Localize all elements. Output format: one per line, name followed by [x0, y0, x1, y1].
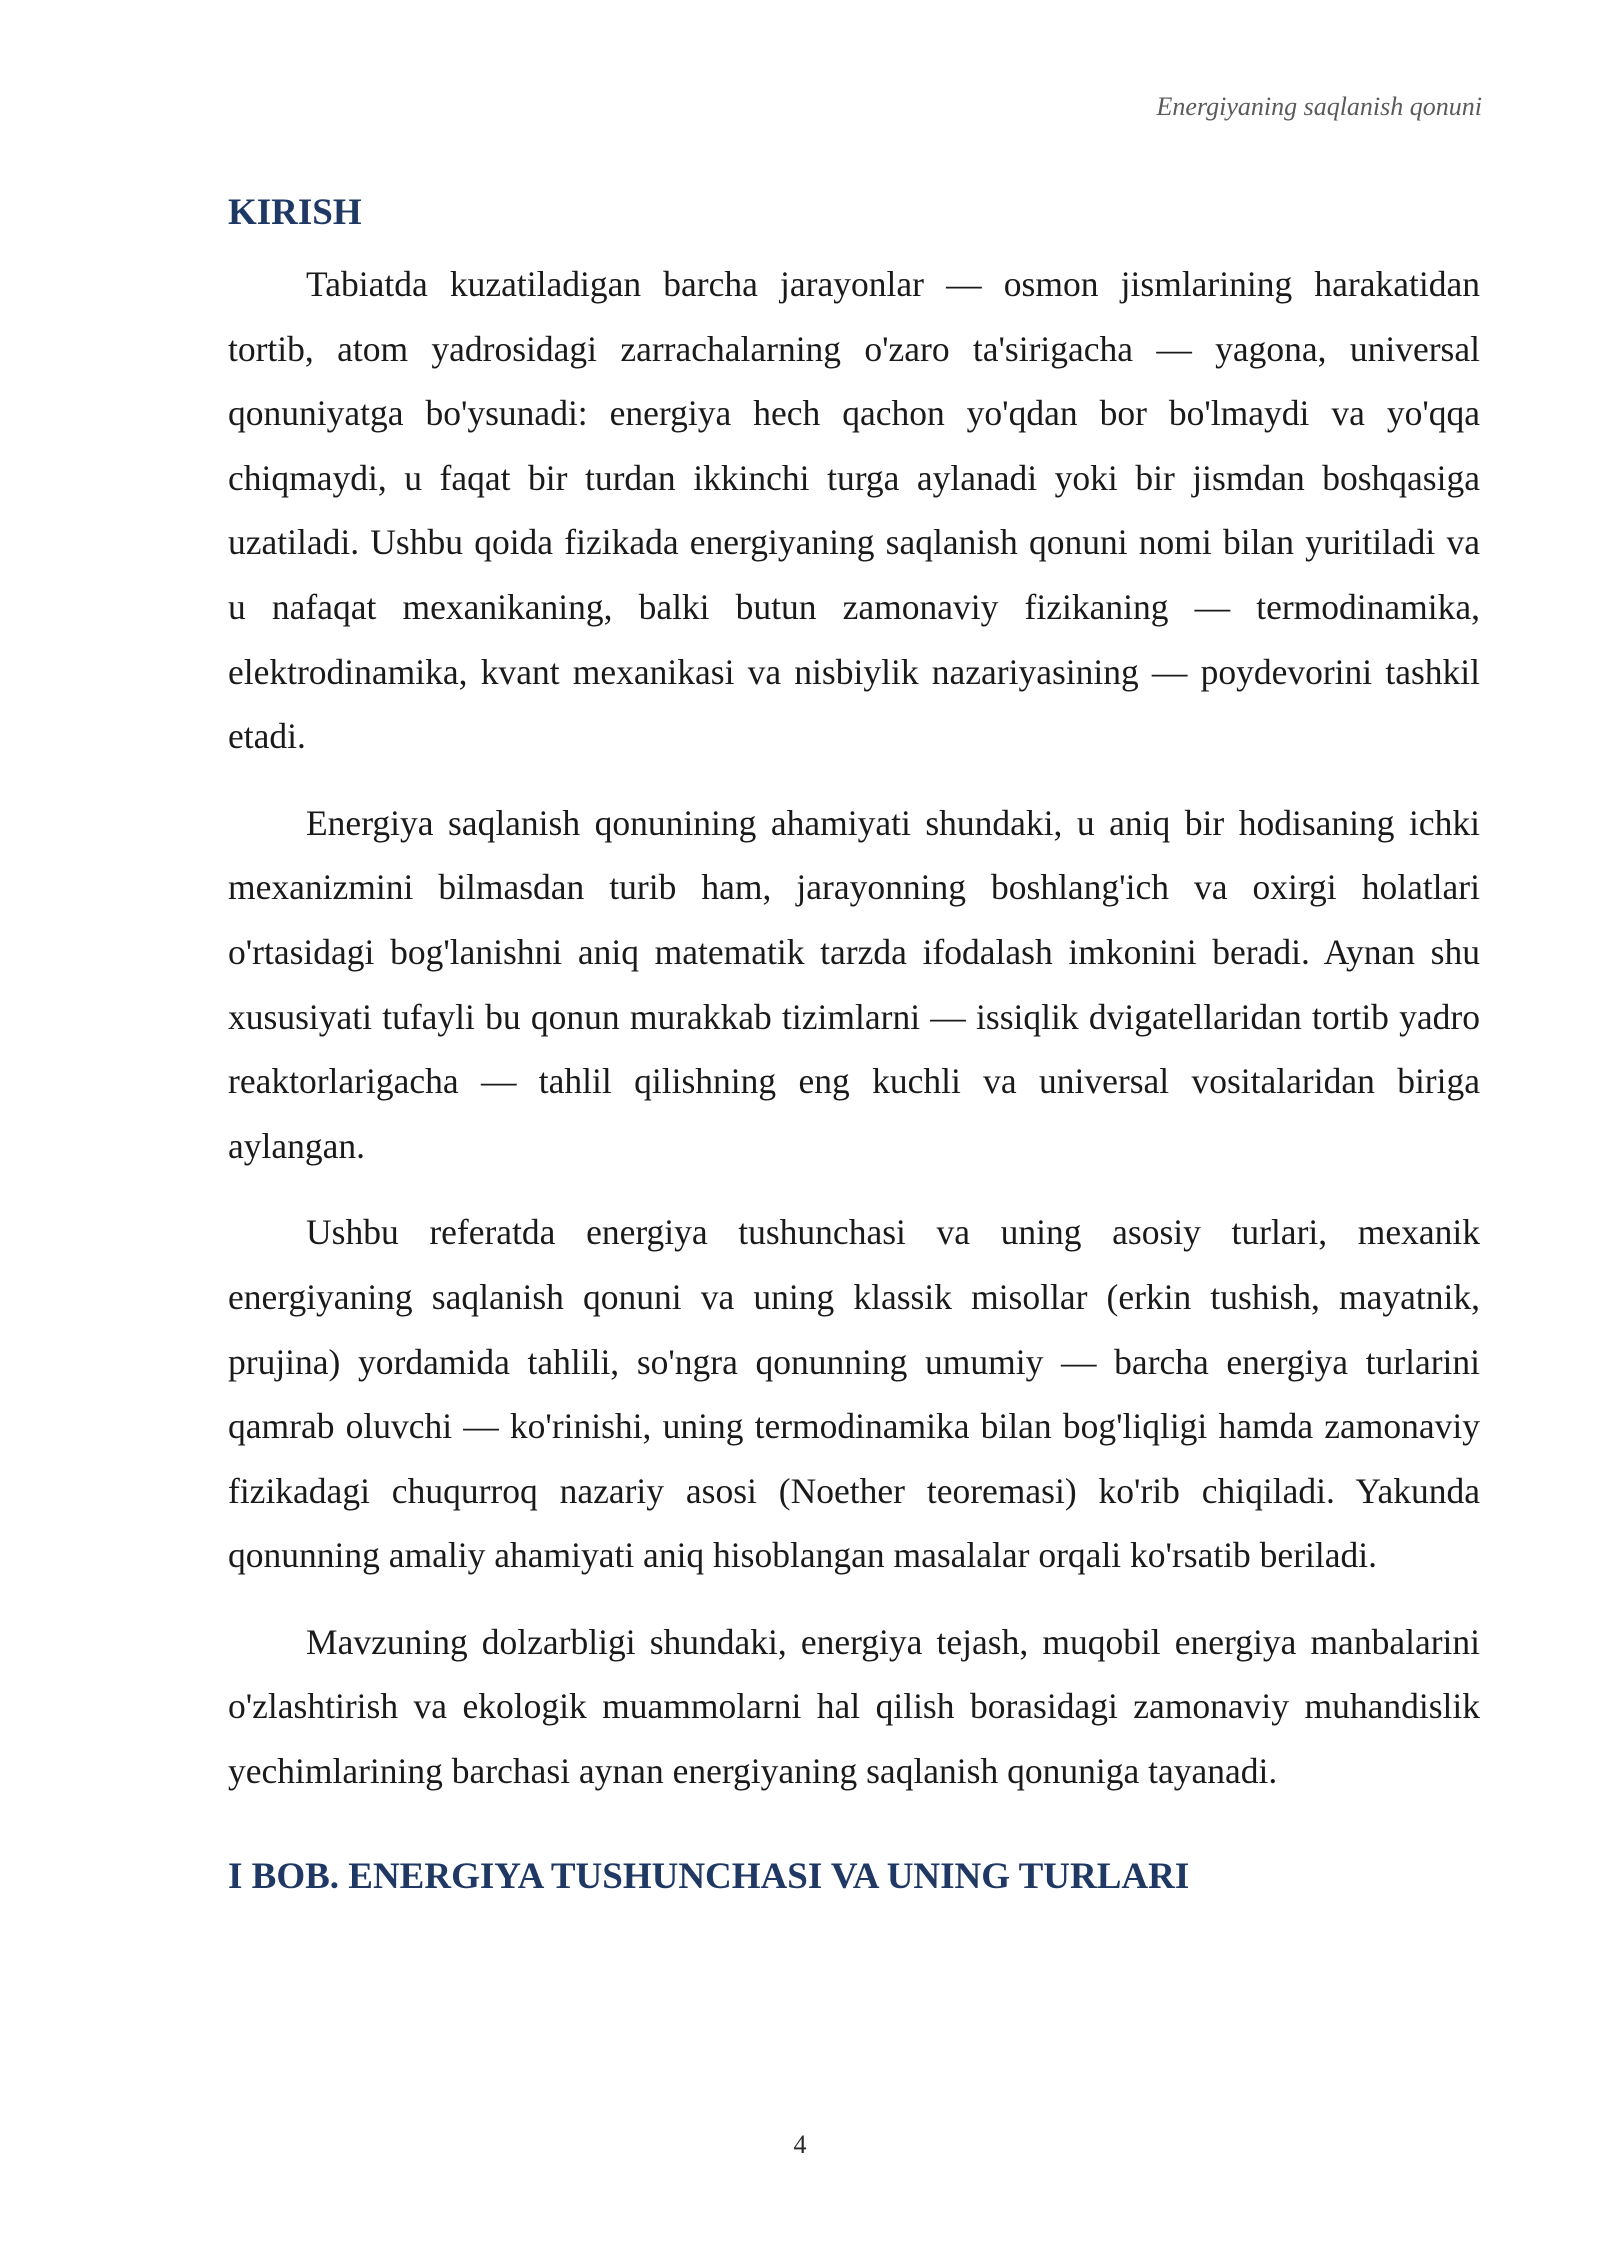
body-paragraph: Tabiatda kuzatiladigan barcha jarayonlar — osmon jismlarining harakatidan tortib, atom yadrosidagi zarrachalarning o'zaro ta'sirigacha — yagona, universal qonuniyatga bo'ysunadi: energiya hech qachon yo'qdan bor bo'lmaydi va yo'qqa chiqmaydi, u faqat bir turdan ikkinchi turga aylanadi yoki bir jismdan boshqasiga uzatiladi. Ushbu qoida fizikada energiyaning saqlanish qonuni nomi bilan yuritiladi va u nafaqat mexanikaning, balki butun zamonaviy fizikaning — termodinamika, elektrodinamika, kvant mexanikasi va nisbiylik nazariyasining — poydevorini tashkil etadi. [228, 264, 1480, 757]
section-heading-intro: KIRISH [228, 192, 362, 233]
body-paragraph: Energiya saqlanish qonunining ahamiyati shundaki, u aniq bir hodisaning ichki mexanizmini bilmasdan turib ham, jarayonning boshlang'ich va oxirgi holatlari o'rtasidagi bog'lanishni aniq matematik tarzda ifodalash imkonini beradi. Aynan shu xususiyati tufayli bu qonun murakkab tizimlarni — issiqlik dvigatellaridan tortib yadro reaktorlarigacha — tahlil qilishning eng kuchli va universal vositalaridan biriga aylangan. [228, 802, 1480, 1166]
body-paragraph: Ushbu referatda energiya tushunchasi va uning asosiy turlari, mexanik energiyaning saqlanish qonuni va uning klassik misollar (erkin tushish, mayatnik, prujina) yordamida tahlili, so'ngra qonunning umumiy — barcha energiya turlarini qamrab oluvchi — ko'rinishi, uning termodinamika bilan bog'liqligi hamda zamonaviy fizikadagi chuqurroq nazariy asosi (Noether teoremasi) ko'rib chiqiladi. Yakunda qonunning amaliy ahamiyati aniq hisoblangan masalalar orqali ko'rsatib beriladi. [228, 1212, 1480, 1576]
page-number: 4 [793, 2130, 807, 2159]
chapter-heading: I BOB. ENERGIYA TUSHUNCHASI VA UNING TURLARI [228, 1855, 1190, 1897]
body-paragraph: Mavzuning dolzarbligi shundaki, energiya tejash, muqobil energiya manbalarini o'zlashtirish va ekologik muammolarni hal qilish borasidagi zamonaviy muhandislik yechimlarining barchasi aynan energiyaning saqlanish qonuniga tayanadi. [228, 1621, 1480, 1792]
running-header: Energiyaning saqlanish qonuni [1156, 92, 1482, 121]
page-content [228, 186, 1480, 1904]
